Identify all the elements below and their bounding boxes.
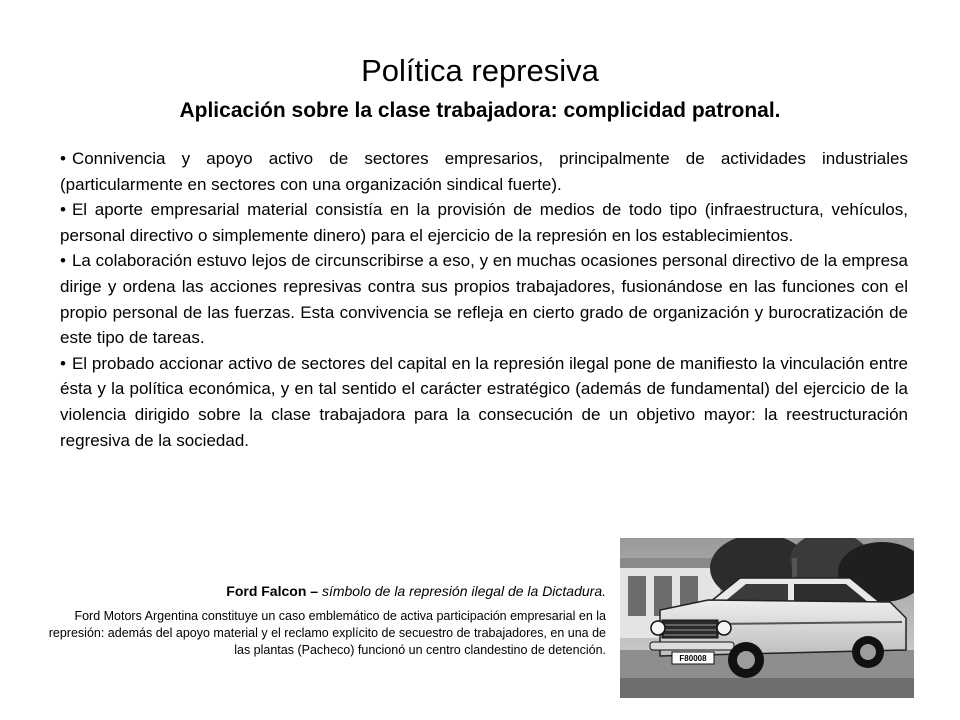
caption-bold: Ford Falcon – [226, 583, 322, 599]
bullet-text: El aporte empresarial material consistía en la provisión de medios de todo tipo (infraestructura, vehículos, personal directivo o simplemente dinero) para el ejercicio de la represión en los establecimientos. [60, 200, 908, 245]
bullet-item [60, 146, 908, 197]
bullet-icon: • [60, 353, 66, 373]
caption-title [40, 582, 606, 600]
bullet-text: Connivencia y apoyo activo de sectores empresarios, principalmente de actividades industriales (particularmente en sectores con una organización sindical fuerte). [60, 149, 908, 194]
bullet-list [60, 146, 908, 453]
bullet-icon: • [60, 200, 66, 220]
bullet-text: La colaboración estuvo lejos de circunscribirse a eso, y en muchas ocasiones personal directivo de la empresa dirige y ordena las acciones represivas contra sus propios trabajadores, fusionándose en las funciones con el propio personal de las fuerzas. Esta convivencia se refleja en cierto grado de organización y burocratización de este tipo de tareas. [60, 251, 908, 348]
caption-text: Ford Motors Argentina constituye un caso emblemático de activa participación empresarial en la represión: además del apoyo material y el reclamo explícito de secuestro de trabajadores, en una de las plantas (Pacheco) funcionó un centro clandestino de detención. [48, 609, 606, 657]
bullet-icon: • [60, 251, 66, 271]
bullet-item [60, 248, 908, 350]
bullet-item [60, 351, 908, 453]
slide-title: Política represiva [361, 53, 599, 88]
caption-italic: símbolo de la represión ilegal de la Dictadura. [321, 583, 606, 599]
license-plate-text: F80008 [679, 654, 707, 663]
bullet-text: El probado accionar activo de sectores del capital en la represión ilegal pone de manifiesto la vinculación entre ésta y la política económica, y en tal sentido el carácter estratégico (además de fundamental) del ejercicio de la violencia dirigido sobre la clase trabajadora para la consecución de un objetivo mayor: la reestructuración regresiva de la sociedad. [60, 353, 908, 450]
bullet-icon: • [60, 149, 66, 168]
photo-caption [40, 582, 606, 659]
slide-subtitle: Aplicación sobre la clase trabajadora: complicidad patronal. [179, 99, 781, 122]
bullet-item [60, 197, 908, 248]
ford-falcon-photo [620, 538, 914, 698]
